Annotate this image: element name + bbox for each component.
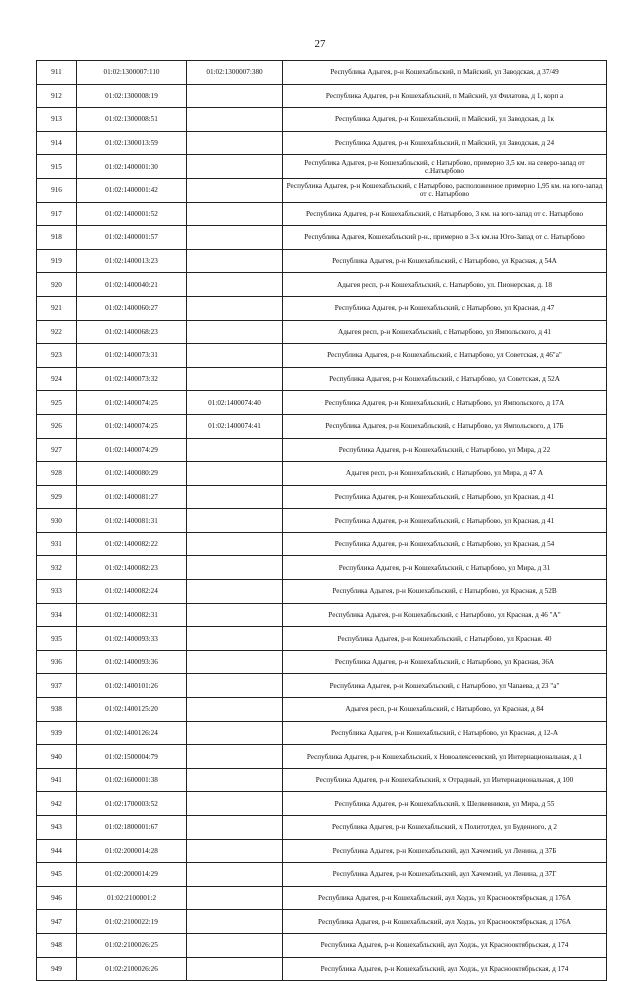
secondary-cadastral-cell xyxy=(187,273,283,297)
secondary-cadastral-cell xyxy=(187,674,283,698)
table-row xyxy=(37,532,607,556)
address-cell: Республика Адыгея, р-н Кошехабльский, с Натырбово, расположенное примерно 1,95 км. на юго-запад от с. Натырбово xyxy=(283,178,607,202)
secondary-cadastral-cell xyxy=(187,532,283,556)
row-number-cell: 933 xyxy=(37,580,77,604)
address-cell: Республика Адыгея, р-н Кошехабльский, с Натырбово, ул Красная, д 52В xyxy=(283,580,607,604)
address-cell: Республика Адыгея, р-н Кошехабльский, х Отрадный, ул Интернациональная, д 100 xyxy=(283,768,607,792)
cadastral-number-cell: 01:02:1400082:22 xyxy=(77,532,187,556)
secondary-cadastral-cell xyxy=(187,745,283,769)
secondary-cadastral-cell xyxy=(187,344,283,368)
table-row xyxy=(37,273,607,297)
address-cell: Адыгея респ, р-н Кошехабльский, с Натырбово, ул Ямпольского, д 41 xyxy=(283,320,607,344)
address-cell: Республика Адыгея, р-н Кошехабльский, с Натырбово, ул Мира, д 22 xyxy=(283,438,607,462)
table-row xyxy=(37,367,607,391)
cadastral-number-cell: 01:02:1300008:51 xyxy=(77,108,187,132)
table-row xyxy=(37,485,607,509)
row-number-cell: 911 xyxy=(37,61,77,85)
row-number-cell: 949 xyxy=(37,957,77,981)
table-row xyxy=(37,509,607,533)
secondary-cadastral-cell xyxy=(187,556,283,580)
cadastral-number-cell: 01:02:2100026:26 xyxy=(77,957,187,981)
address-cell: Республика Адыгея, р-н Кошехабльский, аул Ходзь, ул Краснооктябрьская, д 176А xyxy=(283,910,607,934)
address-cell: Республика Адыгея, р-н Кошехабльский, аул Ходзь, ул Краснооктябрьская, д 176А xyxy=(283,886,607,910)
address-cell: Адыгея респ, р-н Кошехабльский, с. Натырбово, ул. Пионерская, д. 18 xyxy=(283,273,607,297)
address-cell: Республика Адыгея, р-н Кошехабльский, аул Ходзь, ул Краснооктябрьская, д 174 xyxy=(283,933,607,957)
row-number-cell: 931 xyxy=(37,532,77,556)
row-number-cell: 930 xyxy=(37,509,77,533)
cadastral-number-cell: 01:02:1300013:59 xyxy=(77,131,187,155)
secondary-cadastral-cell xyxy=(187,698,283,722)
table-row xyxy=(37,886,607,910)
row-number-cell: 912 xyxy=(37,84,77,108)
table-row xyxy=(37,391,607,415)
address-cell: Республика Адыгея, р-н Кошехабльский, с Натырбово, ул Советская, д 46"а" xyxy=(283,344,607,368)
row-number-cell: 939 xyxy=(37,721,77,745)
secondary-cadastral-cell xyxy=(187,886,283,910)
table-row xyxy=(37,768,607,792)
table-row xyxy=(37,698,607,722)
cadastral-number-cell: 01:02:1400081:27 xyxy=(77,485,187,509)
cadastral-number-cell: 01:02:1400082:24 xyxy=(77,580,187,604)
secondary-cadastral-cell xyxy=(187,226,283,250)
row-number-cell: 942 xyxy=(37,792,77,816)
cadastral-number-cell: 01:02:1400040:21 xyxy=(77,273,187,297)
table-row xyxy=(37,108,607,132)
address-cell: Республика Адыгея, р-н Кошехабльский, с Натырбово, 3 км. на юго-запад от с. Натырбово xyxy=(283,202,607,226)
table-row xyxy=(37,816,607,840)
secondary-cadastral-cell xyxy=(187,627,283,651)
secondary-cadastral-cell xyxy=(187,650,283,674)
cadastral-number-cell: 01:02:2100001:2 xyxy=(77,886,187,910)
row-number-cell: 926 xyxy=(37,414,77,438)
table-row xyxy=(37,674,607,698)
table-row xyxy=(37,721,607,745)
cadastral-number-cell: 01:02:1400068:23 xyxy=(77,320,187,344)
row-number-cell: 921 xyxy=(37,296,77,320)
page-number: 27 xyxy=(314,38,326,50)
address-cell: Республика Адыгея, р-н Кошехабльский, с Натырбово, ул Ямпольского, д 17Б xyxy=(283,414,607,438)
secondary-cadastral-cell xyxy=(187,462,283,486)
cadastral-number-cell: 01:02:1800001:67 xyxy=(77,816,187,840)
address-cell: Республика Адыгея, р-н Кошехабльский, с Натырбово, ул Красная. 40 xyxy=(283,627,607,651)
row-number-cell: 945 xyxy=(37,863,77,887)
row-number-cell: 932 xyxy=(37,556,77,580)
secondary-cadastral-cell xyxy=(187,816,283,840)
address-cell: Республика Адыгея, р-н Кошехабльский, с Натырбово, ул Красная, д 54 xyxy=(283,532,607,556)
secondary-cadastral-cell xyxy=(187,580,283,604)
row-number-cell: 928 xyxy=(37,462,77,486)
secondary-cadastral-cell xyxy=(187,320,283,344)
address-cell: Республика Адыгея, р-н Кошехабльский, с Натырбово, ул Советская, д 52А xyxy=(283,367,607,391)
table-row xyxy=(37,863,607,887)
address-cell: Республика Адыгея, р-н Кошехабльский, х Новоалексеевский, ул Интернациональная, д 1 xyxy=(283,745,607,769)
table-row xyxy=(37,580,607,604)
secondary-cadastral-cell xyxy=(187,202,283,226)
cadastral-number-cell: 01:02:1300008:19 xyxy=(77,84,187,108)
table-row xyxy=(37,84,607,108)
row-number-cell: 941 xyxy=(37,768,77,792)
address-cell: Республика Адыгея, р-н Кошехабльский, с Натырбово, ул Красная, д 41 xyxy=(283,485,607,509)
row-number-cell: 936 xyxy=(37,650,77,674)
row-number-cell: 913 xyxy=(37,108,77,132)
cadastral-number-cell: 01:02:2100026:25 xyxy=(77,933,187,957)
row-number-cell: 938 xyxy=(37,698,77,722)
table-row xyxy=(37,650,607,674)
table-row xyxy=(37,957,607,981)
cadastral-number-cell: 01:02:1400074:25 xyxy=(77,391,187,415)
secondary-cadastral-cell xyxy=(187,296,283,320)
address-cell: Республика Адыгея, р-н Кошехабльский, с Натырбово, ул Красная, 36А xyxy=(283,650,607,674)
secondary-cadastral-cell xyxy=(187,792,283,816)
table-row xyxy=(37,414,607,438)
address-cell: Республика Адыгея, р-н Кошехабльский, аул Хачемзий, ул Ленина, д 37Г xyxy=(283,863,607,887)
secondary-cadastral-cell xyxy=(187,485,283,509)
row-number-cell: 929 xyxy=(37,485,77,509)
cadastral-number-cell: 01:02:1400013:23 xyxy=(77,249,187,273)
secondary-cadastral-cell xyxy=(187,509,283,533)
address-cell: Республика Адыгея, р-н Кошехабльский, п Майский, ул Филатова, д 1, корп а xyxy=(283,84,607,108)
row-number-cell: 918 xyxy=(37,226,77,250)
cadastral-number-cell: 01:02:1400073:31 xyxy=(77,344,187,368)
cadastral-number-cell: 01:02:2000014:29 xyxy=(77,863,187,887)
secondary-cadastral-cell xyxy=(187,249,283,273)
cadastral-number-cell: 01:02:1400001:52 xyxy=(77,202,187,226)
address-cell: Республика Адыгея, р-н Кошехабльский, с Натырбово, ул Красная, д 12-А xyxy=(283,721,607,745)
row-number-cell: 937 xyxy=(37,674,77,698)
cadastral-number-cell: 01:02:1400093:33 xyxy=(77,627,187,651)
secondary-cadastral-cell xyxy=(187,933,283,957)
table-row xyxy=(37,61,607,85)
row-number-cell: 947 xyxy=(37,910,77,934)
address-cell: Республика Адыгея, р-н Кошехабльский, с Натырбово, ул Красная, д 46 "А" xyxy=(283,603,607,627)
secondary-cadastral-cell: 01:02:1300007:380 xyxy=(187,61,283,85)
address-cell: Адыгея респ, р-н Кошехабльский, с Натырбово, ул Мира, д 47 А xyxy=(283,462,607,486)
cadastral-number-cell: 01:02:1300007:110 xyxy=(77,61,187,85)
table-row xyxy=(37,344,607,368)
cadastral-number-cell: 01:02:1400073:32 xyxy=(77,367,187,391)
table-row xyxy=(37,320,607,344)
secondary-cadastral-cell xyxy=(187,84,283,108)
table-row xyxy=(37,131,607,155)
address-cell: Адыгея респ, р-н Кошехабльский, с Натырбово, ул Красная, д 84 xyxy=(283,698,607,722)
secondary-cadastral-cell xyxy=(187,839,283,863)
cadastral-number-cell: 01:02:1400081:31 xyxy=(77,509,187,533)
row-number-cell: 923 xyxy=(37,344,77,368)
table-row xyxy=(37,745,607,769)
table-row xyxy=(37,933,607,957)
cadastral-number-cell: 01:02:1600001:38 xyxy=(77,768,187,792)
row-number-cell: 944 xyxy=(37,839,77,863)
row-number-cell: 948 xyxy=(37,933,77,957)
address-cell: Республика Адыгея, р-н Кошехабльский, с Натырбово, ул Мира, д 31 xyxy=(283,556,607,580)
row-number-cell: 924 xyxy=(37,367,77,391)
address-cell: Республика Адыгея, р-н Кошехабльский, х Шелкевников, ул Мира, д 55 xyxy=(283,792,607,816)
cadastral-number-cell: 01:02:1400060:27 xyxy=(77,296,187,320)
cadastral-number-cell: 01:02:1700003:52 xyxy=(77,792,187,816)
table-row xyxy=(37,462,607,486)
row-number-cell: 925 xyxy=(37,391,77,415)
row-number-cell: 916 xyxy=(37,178,77,202)
cadastral-number-cell: 01:02:1400080:29 xyxy=(77,462,187,486)
address-cell: Республика Адыгея, Кошехабльский р-н., примерно в 3-х км.на Юго-Запад от с. Натырбово xyxy=(283,226,607,250)
table-row xyxy=(37,249,607,273)
secondary-cadastral-cell xyxy=(187,910,283,934)
cadastral-number-cell: 01:02:1400126:24 xyxy=(77,721,187,745)
secondary-cadastral-cell xyxy=(187,721,283,745)
address-cell: Республика Адыгея, р-н Кошехабльский, с Натырбово, примерно 3,5 км. на северо-запад от с.Натырбово xyxy=(283,155,607,179)
secondary-cadastral-cell xyxy=(187,438,283,462)
address-cell: Республика Адыгея, р-н Кошехабльский, с Натырбово, ул Красная, д 47 xyxy=(283,296,607,320)
row-number-cell: 943 xyxy=(37,816,77,840)
cadastral-number-cell: 01:02:1400074:29 xyxy=(77,438,187,462)
row-number-cell: 915 xyxy=(37,155,77,179)
row-number-cell: 927 xyxy=(37,438,77,462)
address-cell: Республика Адыгея, р-н Кошехабльский, с Натырбово, ул Ямпольского, д 17А xyxy=(283,391,607,415)
row-number-cell: 922 xyxy=(37,320,77,344)
table-row xyxy=(37,556,607,580)
cadastral-number-cell: 01:02:1400082:23 xyxy=(77,556,187,580)
registry-table xyxy=(36,60,607,981)
secondary-cadastral-cell xyxy=(187,367,283,391)
cadastral-number-cell: 01:02:1400001:30 xyxy=(77,155,187,179)
table-row xyxy=(37,202,607,226)
cadastral-number-cell: 01:02:1400125:20 xyxy=(77,698,187,722)
secondary-cadastral-cell xyxy=(187,178,283,202)
address-cell: Республика Адыгея, р-н Кошехабльский, п Майский, ул Заводская, д 1к xyxy=(283,108,607,132)
cadastral-number-cell: 01:02:1400101:26 xyxy=(77,674,187,698)
table-row xyxy=(37,603,607,627)
table-row xyxy=(37,839,607,863)
cadastral-number-cell: 01:02:2000014:28 xyxy=(77,839,187,863)
secondary-cadastral-cell xyxy=(187,155,283,179)
cadastral-number-cell: 01:02:1500004:79 xyxy=(77,745,187,769)
row-number-cell: 934 xyxy=(37,603,77,627)
secondary-cadastral-cell: 01:02:1400074:40 xyxy=(187,391,283,415)
secondary-cadastral-cell xyxy=(187,131,283,155)
row-number-cell: 919 xyxy=(37,249,77,273)
table-row xyxy=(37,226,607,250)
row-number-cell: 917 xyxy=(37,202,77,226)
cadastral-number-cell: 01:02:1400001:57 xyxy=(77,226,187,250)
row-number-cell: 935 xyxy=(37,627,77,651)
cadastral-number-cell: 01:02:1400001:42 xyxy=(77,178,187,202)
address-cell: Республика Адыгея, р-н Кошехабльский, с Натырбово, ул Чапаева, д 23 "а" xyxy=(283,674,607,698)
address-cell: Республика Адыгея, р-н Кошехабльский, х Политотдел, ул Буденного, д 2 xyxy=(283,816,607,840)
secondary-cadastral-cell: 01:02:1400074:41 xyxy=(187,414,283,438)
secondary-cadastral-cell xyxy=(187,768,283,792)
address-cell: Республика Адыгея, р-н Кошехабльский, с Натырбово, ул Красная, д 54А xyxy=(283,249,607,273)
row-number-cell: 940 xyxy=(37,745,77,769)
table-row xyxy=(37,296,607,320)
secondary-cadastral-cell xyxy=(187,108,283,132)
table-row xyxy=(37,792,607,816)
table-row xyxy=(37,910,607,934)
cadastral-number-cell: 01:02:1400082:31 xyxy=(77,603,187,627)
table-row xyxy=(37,155,607,179)
cadastral-number-cell: 01:02:2100022:19 xyxy=(77,910,187,934)
cadastral-number-cell: 01:02:1400074:25 xyxy=(77,414,187,438)
secondary-cadastral-cell xyxy=(187,957,283,981)
address-cell: Республика Адыгея, р-н Кошехабльский, п Майский, ул Заводская, д 24 xyxy=(283,131,607,155)
row-number-cell: 920 xyxy=(37,273,77,297)
address-cell: Республика Адыгея, р-н Кошехабльский, п Майский, ул Заводская, д 37/49 xyxy=(283,61,607,85)
secondary-cadastral-cell xyxy=(187,863,283,887)
address-cell: Республика Адыгея, р-н Кошехабльский, аул Ходзь, ул Краснооктябрьская, д 174 xyxy=(283,957,607,981)
table-row xyxy=(37,438,607,462)
row-number-cell: 914 xyxy=(37,131,77,155)
secondary-cadastral-cell xyxy=(187,603,283,627)
table-row xyxy=(37,178,607,202)
table-row xyxy=(37,627,607,651)
row-number-cell: 946 xyxy=(37,886,77,910)
address-cell: Республика Адыгея, р-н Кошехабльский, аул Хачемзий, ул Ленина, д 37Б xyxy=(283,839,607,863)
cadastral-number-cell: 01:02:1400093:36 xyxy=(77,650,187,674)
table-body xyxy=(37,61,607,981)
address-cell: Республика Адыгея, р-н Кошехабльский, с Натырбово, ул Красная, д 41 xyxy=(283,509,607,533)
